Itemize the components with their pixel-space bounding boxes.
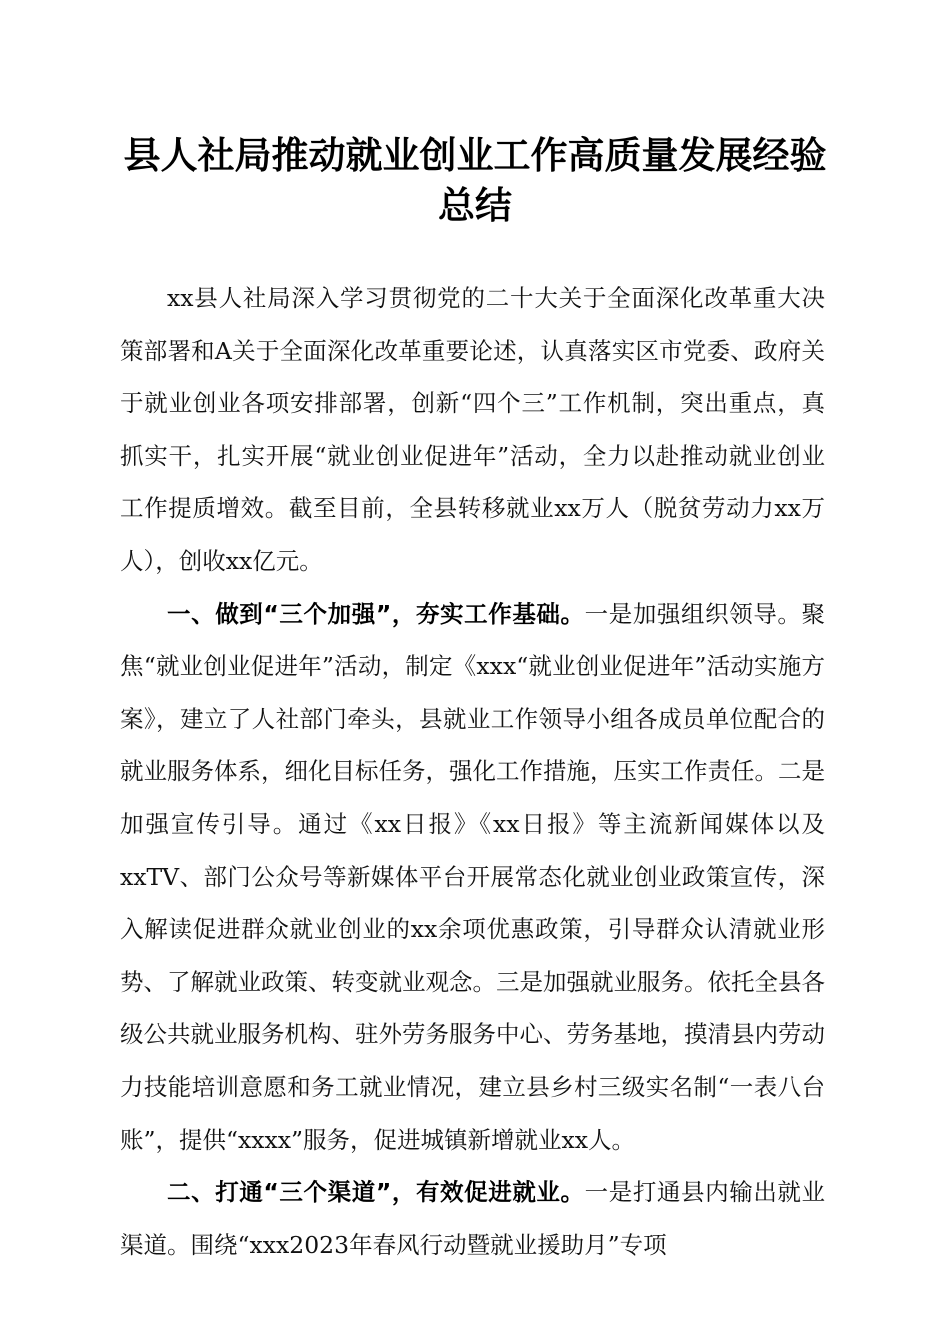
paragraph-intro — [120, 272, 825, 588]
document-body — [120, 272, 825, 1271]
paragraph-text: 一是打通县内输出就业渠道。围绕“xxx2023年春风行动暨就业援助月”专项 — [120, 1178, 826, 1259]
paragraph-section-1 — [120, 588, 825, 1167]
paragraph-text: 一是加强组织领导。聚焦“就业创业促进年”活动，制定《xxx“就业创业促进年”活动实施方案》，建立了人社部门牵头，县就业工作领导小组各成员单位配合的就业服务体系，细化目标任务，强化工作措施，压实工作责任。二是加强宣传引导。通过《xx日报》《xx日报》等主流新闻媒体以及xxTV、部门公众号等新媒体平台开展常态化就业创业政策宣传，深入解读促进群众就业创业的xx余项优惠政策，引导群众认清就业形势、了解就业政策、转变就业观念。三是加强就业服务。依托全县各级公共就业服务机构、驻外劳务服务中心、劳务基地，摸清县内劳动力技能培训意愿和务工就业情况，建立县乡村三级实名制“一表八台账”，提供“xxxx”服务，促进城镇新增就业xx人。 — [120, 599, 826, 1154]
paragraph-section-2 — [120, 1166, 825, 1271]
section-heading: 一、做到“三个加强”，夯实工作基础。 — [167, 599, 585, 628]
paragraph-text: xx县人社局深入学习贯彻党的二十大关于全面深化改革重大决策部署和A关于全面深化改革重要论述，认真落实区市党委、政府关于就业创业各项安排部署，创新“四个三”工作机制，突出重点，真抓实干，扎实开展“就业创业促进年”活动，全力以赴推动就业创业工作提质增效。截至目前，全县转移就业xx万人（脱贫劳动力xx万人），创收xx亿元。 — [120, 284, 825, 575]
document-title: 县人社局推动就业创业工作高质量发展经验总结 — [123, 133, 827, 227]
section-heading: 二、打通“三个渠道”，有效促进就业。 — [167, 1178, 585, 1207]
